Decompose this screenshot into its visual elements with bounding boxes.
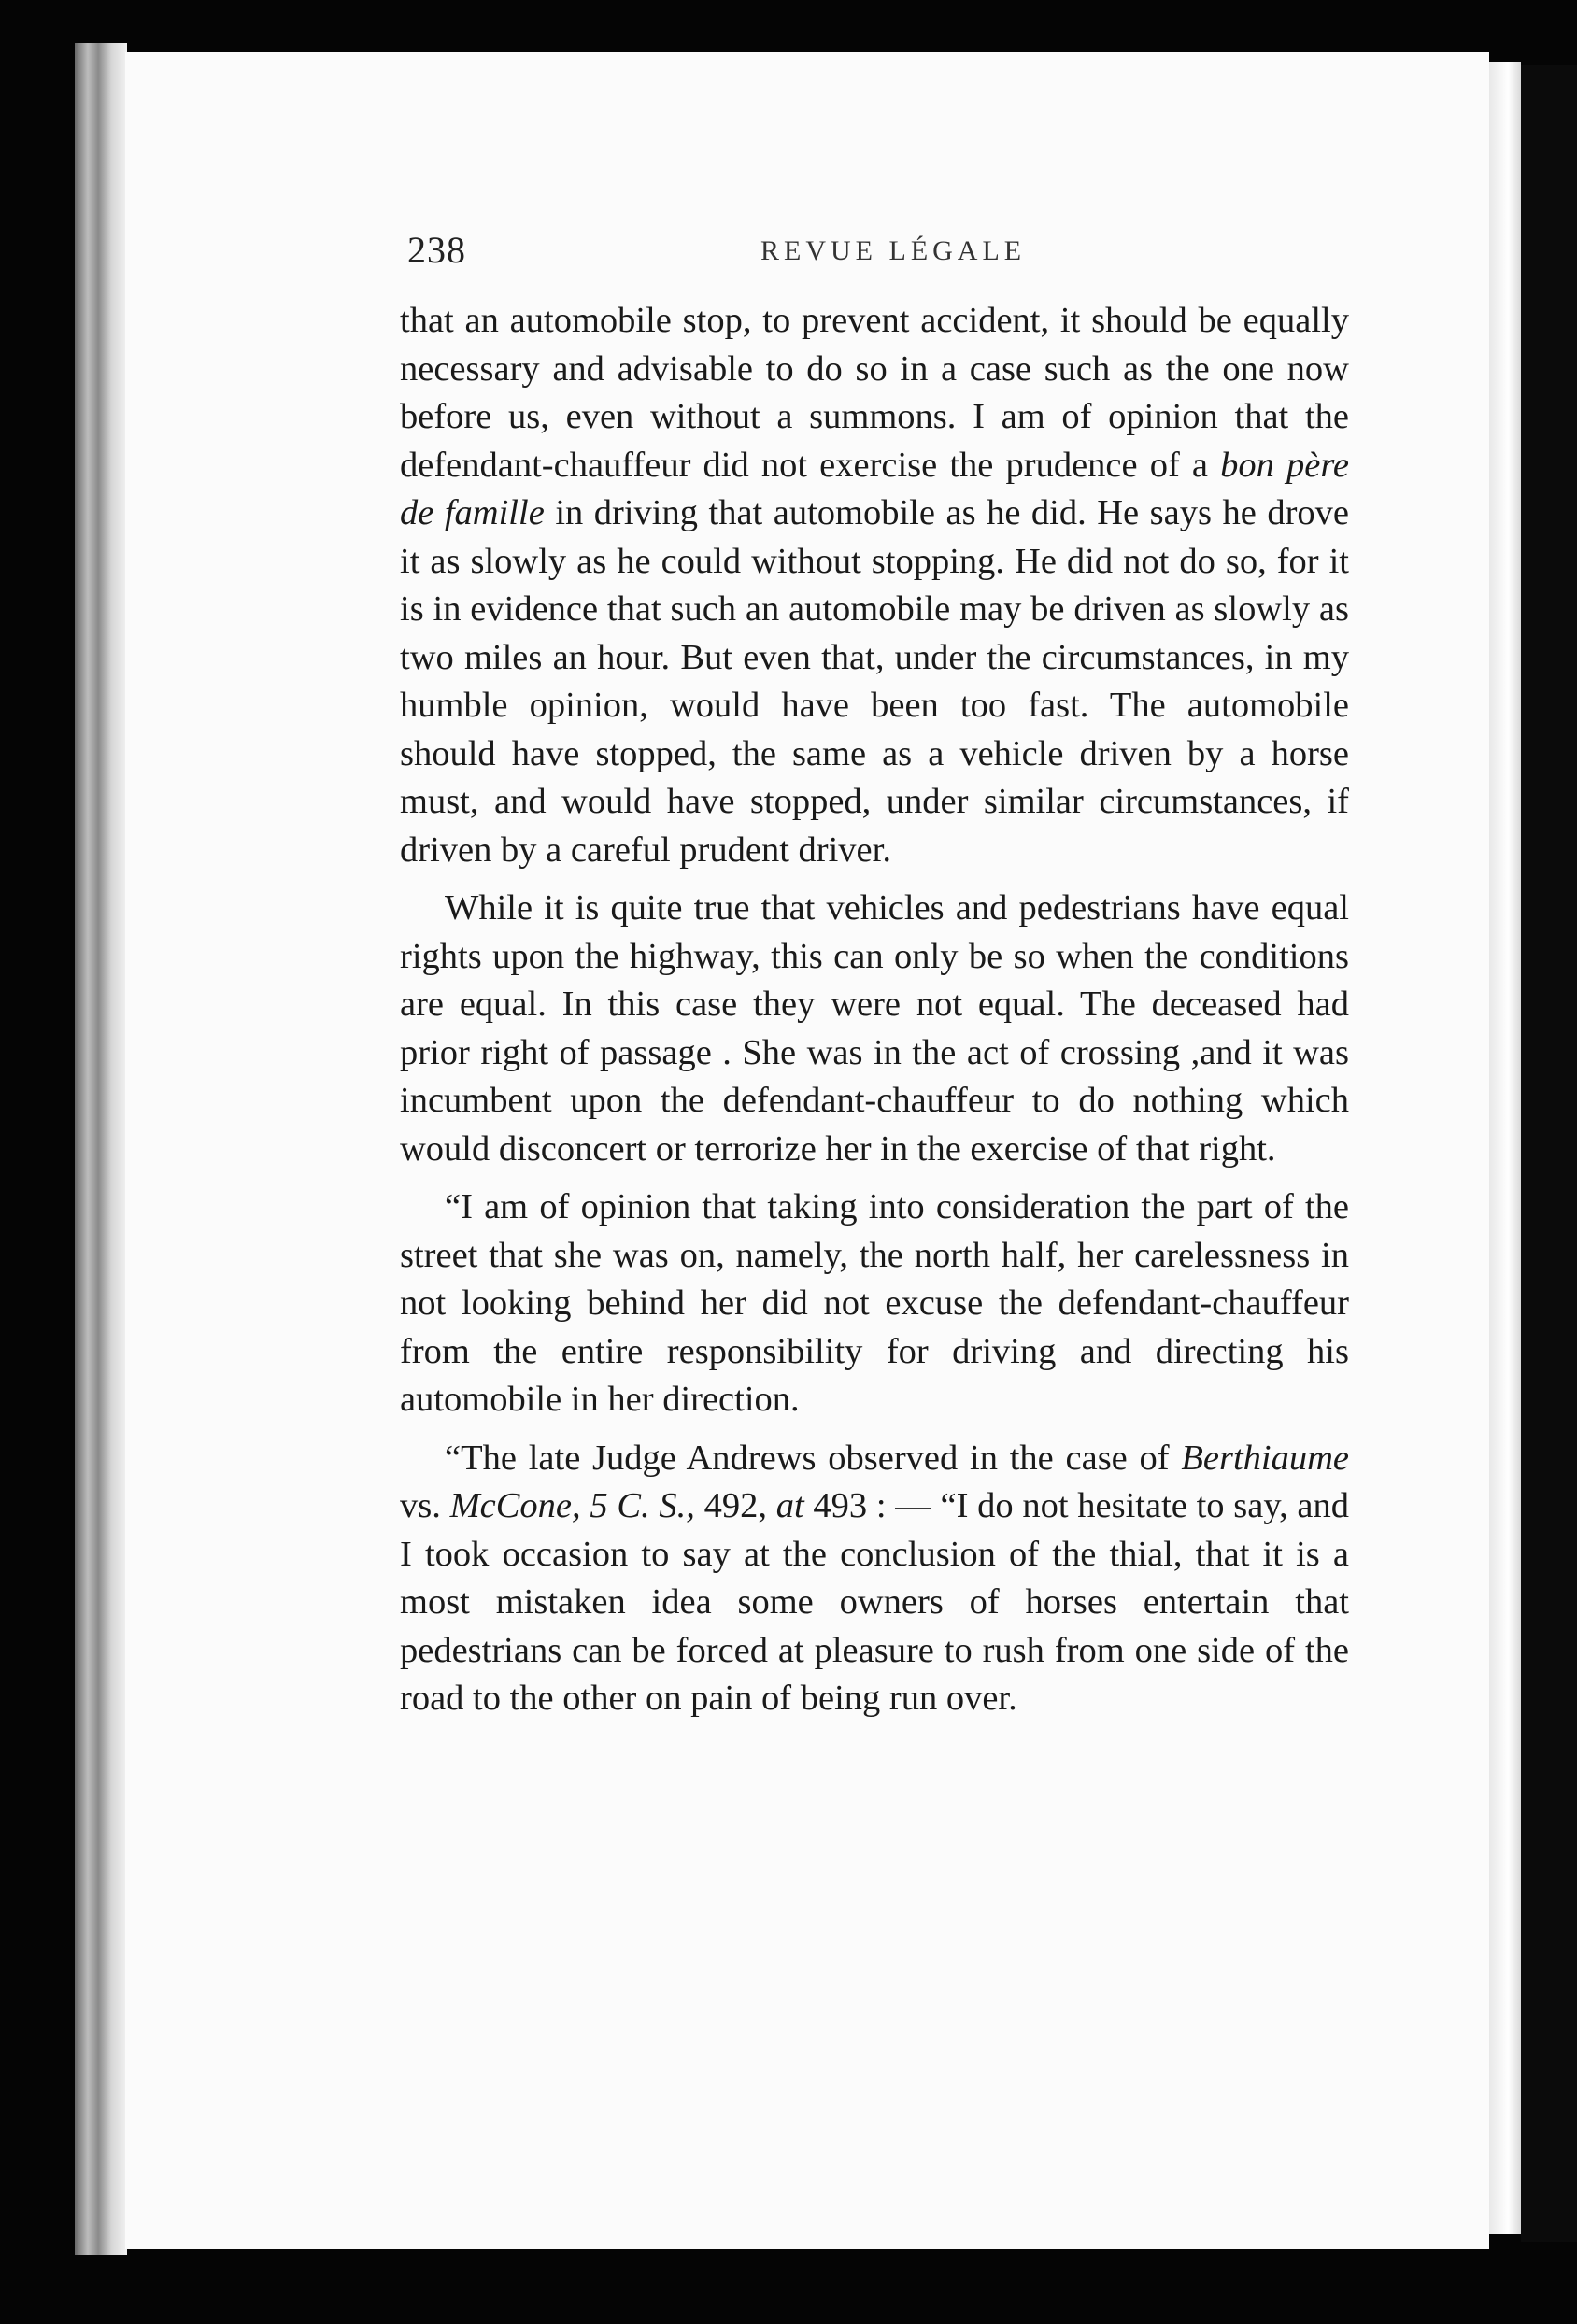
page-edge-stack (75, 43, 127, 2255)
italic-text: at (775, 1486, 804, 1525)
body-text (400, 297, 1349, 1734)
text-run: “The late Judge Andrews observed in the case of (445, 1438, 1182, 1478)
page-number: 238 (407, 229, 466, 271)
paragraph (400, 885, 1349, 1173)
italic-text: bon père de famille (400, 445, 1349, 532)
text-run: While it is quite true that vehicles and pedestrians have equal rights upon the highway, this can only be so when the conditions are equal. In this case they were not equal. The deceased had prior right of passage . She was in the act of crossing ,and it was incumbent upon the defendant-chauffeur to do nothing which would disconcert or terrorize her in the exercise of that right. (400, 888, 1349, 1169)
running-head (407, 228, 1342, 284)
text-run: 493 : — “I do not hesitate to say, and I took occasion to say at the conclusion of the thial, that it is a most mistaken idea some owners of horses entertain that pedestrians can be forced at pleasure to rush from one side of the road to the other on pain of being run over. (400, 1486, 1350, 1718)
running-title: REVUE LÉGALE (760, 235, 1027, 266)
facing-page-edge (1489, 62, 1521, 2234)
text-run: 492, (694, 1486, 776, 1525)
paragraph (400, 1435, 1349, 1723)
right-gutter (1521, 65, 1577, 2242)
text-run: “I am of opinion that taking into consideration the part of the street that she was on, namely, the north half, her carelessness in not looking behind her did not excuse the defendant-chauffeur from the entire responsibility for driving and directing his automobile in her direction. (400, 1187, 1349, 1419)
italic-text: McCone, 5 C. S., (449, 1486, 695, 1525)
text-run: in driving that automobile as he did. He says he drove it as slowly as he could without stopping. He did not do so, for it is in evidence that such an automobile may be driven as slowly as two miles an hour. But even that, under the circumstances, in my humble opinion, would have been too fast. The automobile should have stopped, the same as a vehicle driven by a horse must, and would have stopped, under similar circumstances, if driven by a careful prudent driver. (400, 493, 1349, 870)
paragraph (400, 1183, 1349, 1424)
paragraph (400, 297, 1349, 874)
text-run: that an automobile stop, to prevent accident, it should be equally necessary and advisable to do so in a case such as the one now before us, even without a summons. I am of opinion that the defendant-chauffeur did not exercise the prudence of a (400, 301, 1349, 485)
italic-text: Berthiaume (1181, 1438, 1349, 1478)
text-run: vs. (400, 1486, 450, 1525)
